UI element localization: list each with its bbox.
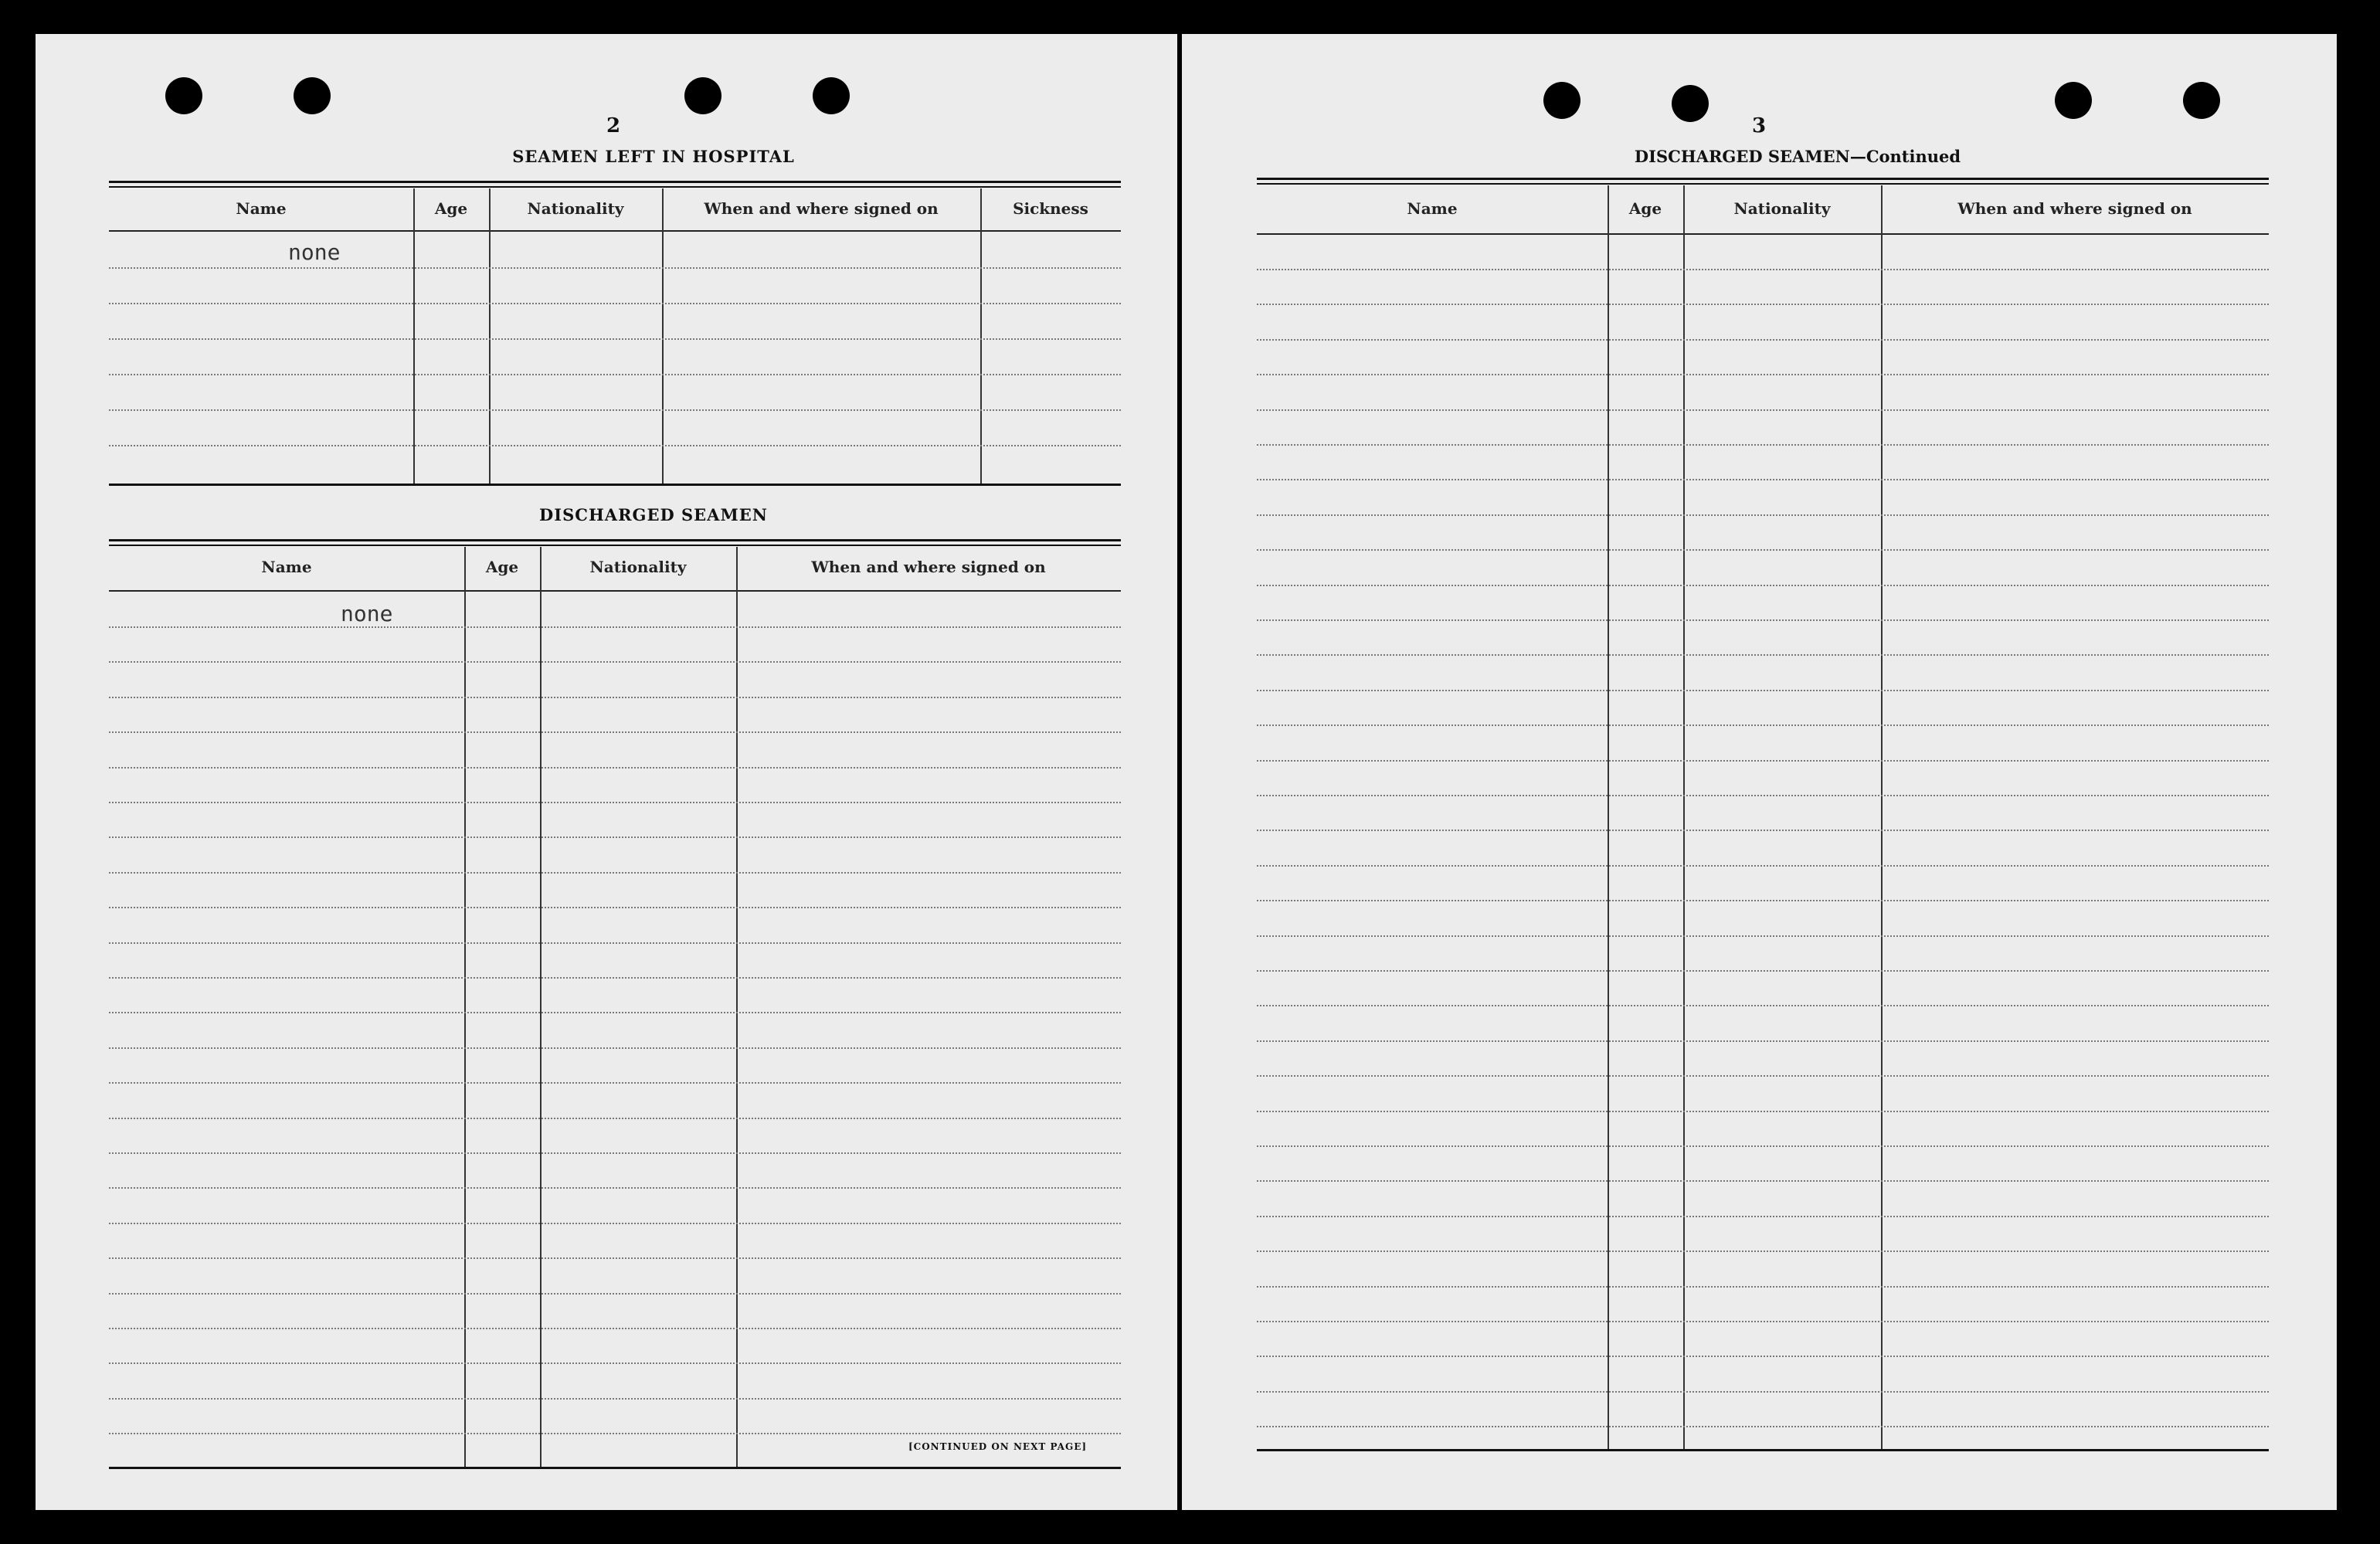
page-number: 2 xyxy=(606,114,621,137)
punch-hole-icon xyxy=(165,77,202,114)
punch-hole-icon xyxy=(684,77,721,114)
ruled-line xyxy=(1257,339,2269,341)
ruled-line xyxy=(1257,269,2269,270)
ruled-line xyxy=(1257,724,2269,726)
ruled-line xyxy=(109,1012,1121,1013)
ruled-line xyxy=(1257,865,2269,867)
discharged-continued-table xyxy=(1257,178,2269,1452)
ruled-line xyxy=(1257,830,2269,831)
ruled-line xyxy=(1257,1111,2269,1112)
column-header: When and where signed on xyxy=(1957,199,2192,218)
ruled-line xyxy=(1257,585,2269,586)
continued-note: [CONTINUED ON NEXT PAGE] xyxy=(908,1441,1088,1452)
ruled-line xyxy=(109,907,1121,908)
ruled-line xyxy=(1257,1286,2269,1288)
ruled-line xyxy=(1257,304,2269,305)
column-header: Nationality xyxy=(527,199,624,218)
ruled-line xyxy=(109,1433,1121,1434)
ruled-line xyxy=(1257,479,2269,480)
discharged-title-text: DISCHARGED SEAMEN xyxy=(1634,147,1850,166)
punch-hole-icon xyxy=(813,77,850,114)
column-header: When and where signed on xyxy=(811,558,1046,576)
column-header: Age xyxy=(485,558,519,576)
ruled-line xyxy=(109,1187,1121,1189)
ruled-line xyxy=(1257,1005,2269,1006)
page-number: 3 xyxy=(1751,114,1767,137)
ruled-line xyxy=(1257,514,2269,516)
ruled-line xyxy=(1257,654,2269,656)
column-header: Age xyxy=(1628,199,1662,218)
ruled-line xyxy=(109,767,1121,769)
ruled-line xyxy=(1257,374,2269,375)
ruled-line xyxy=(1257,1356,2269,1357)
continued-suffix: —Continued xyxy=(1849,147,1961,166)
discharged-continued-title xyxy=(1414,147,2181,166)
ruled-line xyxy=(109,1293,1121,1295)
ruled-line xyxy=(109,1152,1121,1154)
ruled-line xyxy=(109,626,1121,628)
ruled-line xyxy=(109,1047,1121,1049)
column-header: Age xyxy=(434,199,468,218)
ruled-line xyxy=(109,836,1121,838)
column-header: Name xyxy=(236,199,287,218)
ruled-line xyxy=(109,731,1121,733)
right-page xyxy=(1182,34,2337,1510)
ruled-line xyxy=(1257,1321,2269,1322)
ruled-line xyxy=(109,1328,1121,1329)
ruled-line xyxy=(109,1362,1121,1364)
ruled-line xyxy=(109,977,1121,979)
left-page xyxy=(36,34,1177,1510)
ruled-line xyxy=(1257,1250,2269,1252)
typed-entry: none xyxy=(341,601,393,626)
column-header: When and where signed on xyxy=(704,199,939,218)
ruled-line xyxy=(1257,1216,2269,1217)
ruled-line xyxy=(1257,549,2269,551)
ruled-line xyxy=(1257,1426,2269,1427)
ruled-line xyxy=(109,1257,1121,1259)
ruled-line xyxy=(1257,795,2269,796)
ruled-line xyxy=(109,942,1121,944)
ruled-line xyxy=(109,661,1121,663)
punch-hole-icon xyxy=(294,77,331,114)
discharged-section-title: DISCHARGED SEAMEN xyxy=(539,505,768,524)
punch-hole-icon xyxy=(1672,85,1709,122)
ruled-line xyxy=(1257,935,2269,937)
ruled-line xyxy=(1257,619,2269,621)
ruled-line xyxy=(1257,970,2269,972)
column-header: Nationality xyxy=(1733,199,1831,218)
ruled-line xyxy=(109,1398,1121,1400)
punch-hole-icon xyxy=(2055,82,2092,119)
ruled-line xyxy=(1257,690,2269,691)
ruled-line xyxy=(1257,900,2269,901)
ruled-line xyxy=(109,697,1121,698)
ruled-line xyxy=(109,802,1121,803)
ruled-line xyxy=(1257,760,2269,762)
punch-hole-icon xyxy=(2183,82,2220,119)
ruled-line xyxy=(1257,1180,2269,1182)
ruled-line xyxy=(109,1223,1121,1224)
ruled-line xyxy=(1257,1075,2269,1077)
discharged-table xyxy=(109,539,1121,1469)
ruled-line xyxy=(1257,1391,2269,1393)
ruled-line xyxy=(1257,409,2269,411)
ruled-line xyxy=(109,1082,1121,1084)
punch-hole-icon xyxy=(1543,82,1580,119)
ruled-line xyxy=(1257,1040,2269,1042)
typed-entry: none xyxy=(288,239,341,265)
column-header: Nationality xyxy=(589,558,687,576)
ruled-line xyxy=(1257,1145,2269,1147)
ruled-line xyxy=(109,1118,1121,1119)
column-header: Name xyxy=(261,558,312,576)
hospital-table xyxy=(109,181,1121,487)
column-header: Sickness xyxy=(1013,199,1088,218)
ruled-line xyxy=(1257,444,2269,446)
hospital-section-title: SEAMEN LEFT IN HOSPITAL xyxy=(512,147,795,166)
ruled-line xyxy=(109,872,1121,874)
column-header: Name xyxy=(1407,199,1458,218)
